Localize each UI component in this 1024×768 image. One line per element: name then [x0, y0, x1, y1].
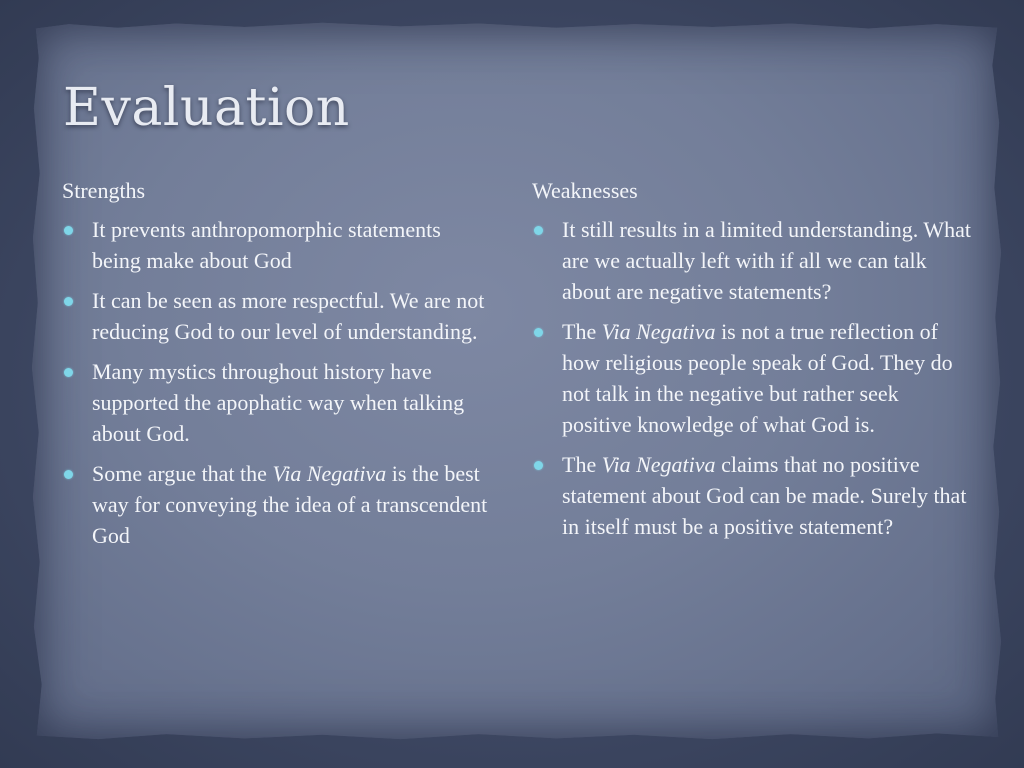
weaknesses-list: [532, 214, 972, 542]
bullet-dot-icon: [534, 226, 543, 235]
strength-item-text: It can be seen as more respectful. We are not reducing God to our level of understanding.: [92, 288, 485, 344]
bullet-dot-icon: [534, 328, 543, 337]
weakness-item-text-before: The: [562, 319, 602, 344]
weakness-item-text: It still results in a limited understanding. What are we actually left with if all we can talk about are negative statements?: [562, 217, 971, 304]
strength-item-text: It prevents anthropomorphic statements being make about God: [92, 217, 441, 273]
strengths-list: [62, 214, 492, 551]
strength-item-2: [62, 285, 492, 347]
weakness-item-text-after: is not a true reflection of how religious people speak of God. They do not talk in the negative but rather seek positive knowledge of what God is.: [562, 319, 953, 437]
strength-item-text: Many mystics throughout history have supported the apophatic way when talking about God.: [92, 359, 465, 446]
bullet-dot-icon: [64, 368, 73, 377]
weakness-item-text-before: The: [562, 452, 602, 477]
bullet-dot-icon: [64, 470, 73, 479]
weakness-item-text-after: claims that no positive statement about God can be made. Surely that in itself must be a positive statement?: [562, 452, 967, 539]
weakness-item-italic: Via Negativa: [601, 452, 716, 477]
strength-item-4: [62, 458, 492, 551]
weakness-item-3: [532, 449, 972, 542]
strengths-heading: Strengths: [62, 178, 146, 203]
strength-item-text-before: Some argue that the: [92, 461, 273, 486]
strength-item-1: [62, 214, 492, 276]
strengths-column: [62, 176, 492, 560]
weakness-item-2: [532, 316, 972, 440]
strength-item-italic: Via Negativa: [272, 461, 387, 486]
strength-item-text-after: is the best way for conveying the idea of a transcendent God: [92, 461, 488, 548]
bullet-dot-icon: [64, 226, 73, 235]
weaknesses-column: [532, 176, 972, 551]
weakness-item-1: [532, 214, 972, 307]
strength-item-3: [62, 356, 492, 449]
bullet-dot-icon: [64, 297, 73, 306]
weakness-item-italic: Via Negativa: [601, 319, 716, 344]
slide-title: Evaluation: [63, 78, 350, 138]
weaknesses-heading: Weaknesses: [532, 178, 638, 203]
bullet-dot-icon: [534, 461, 543, 470]
